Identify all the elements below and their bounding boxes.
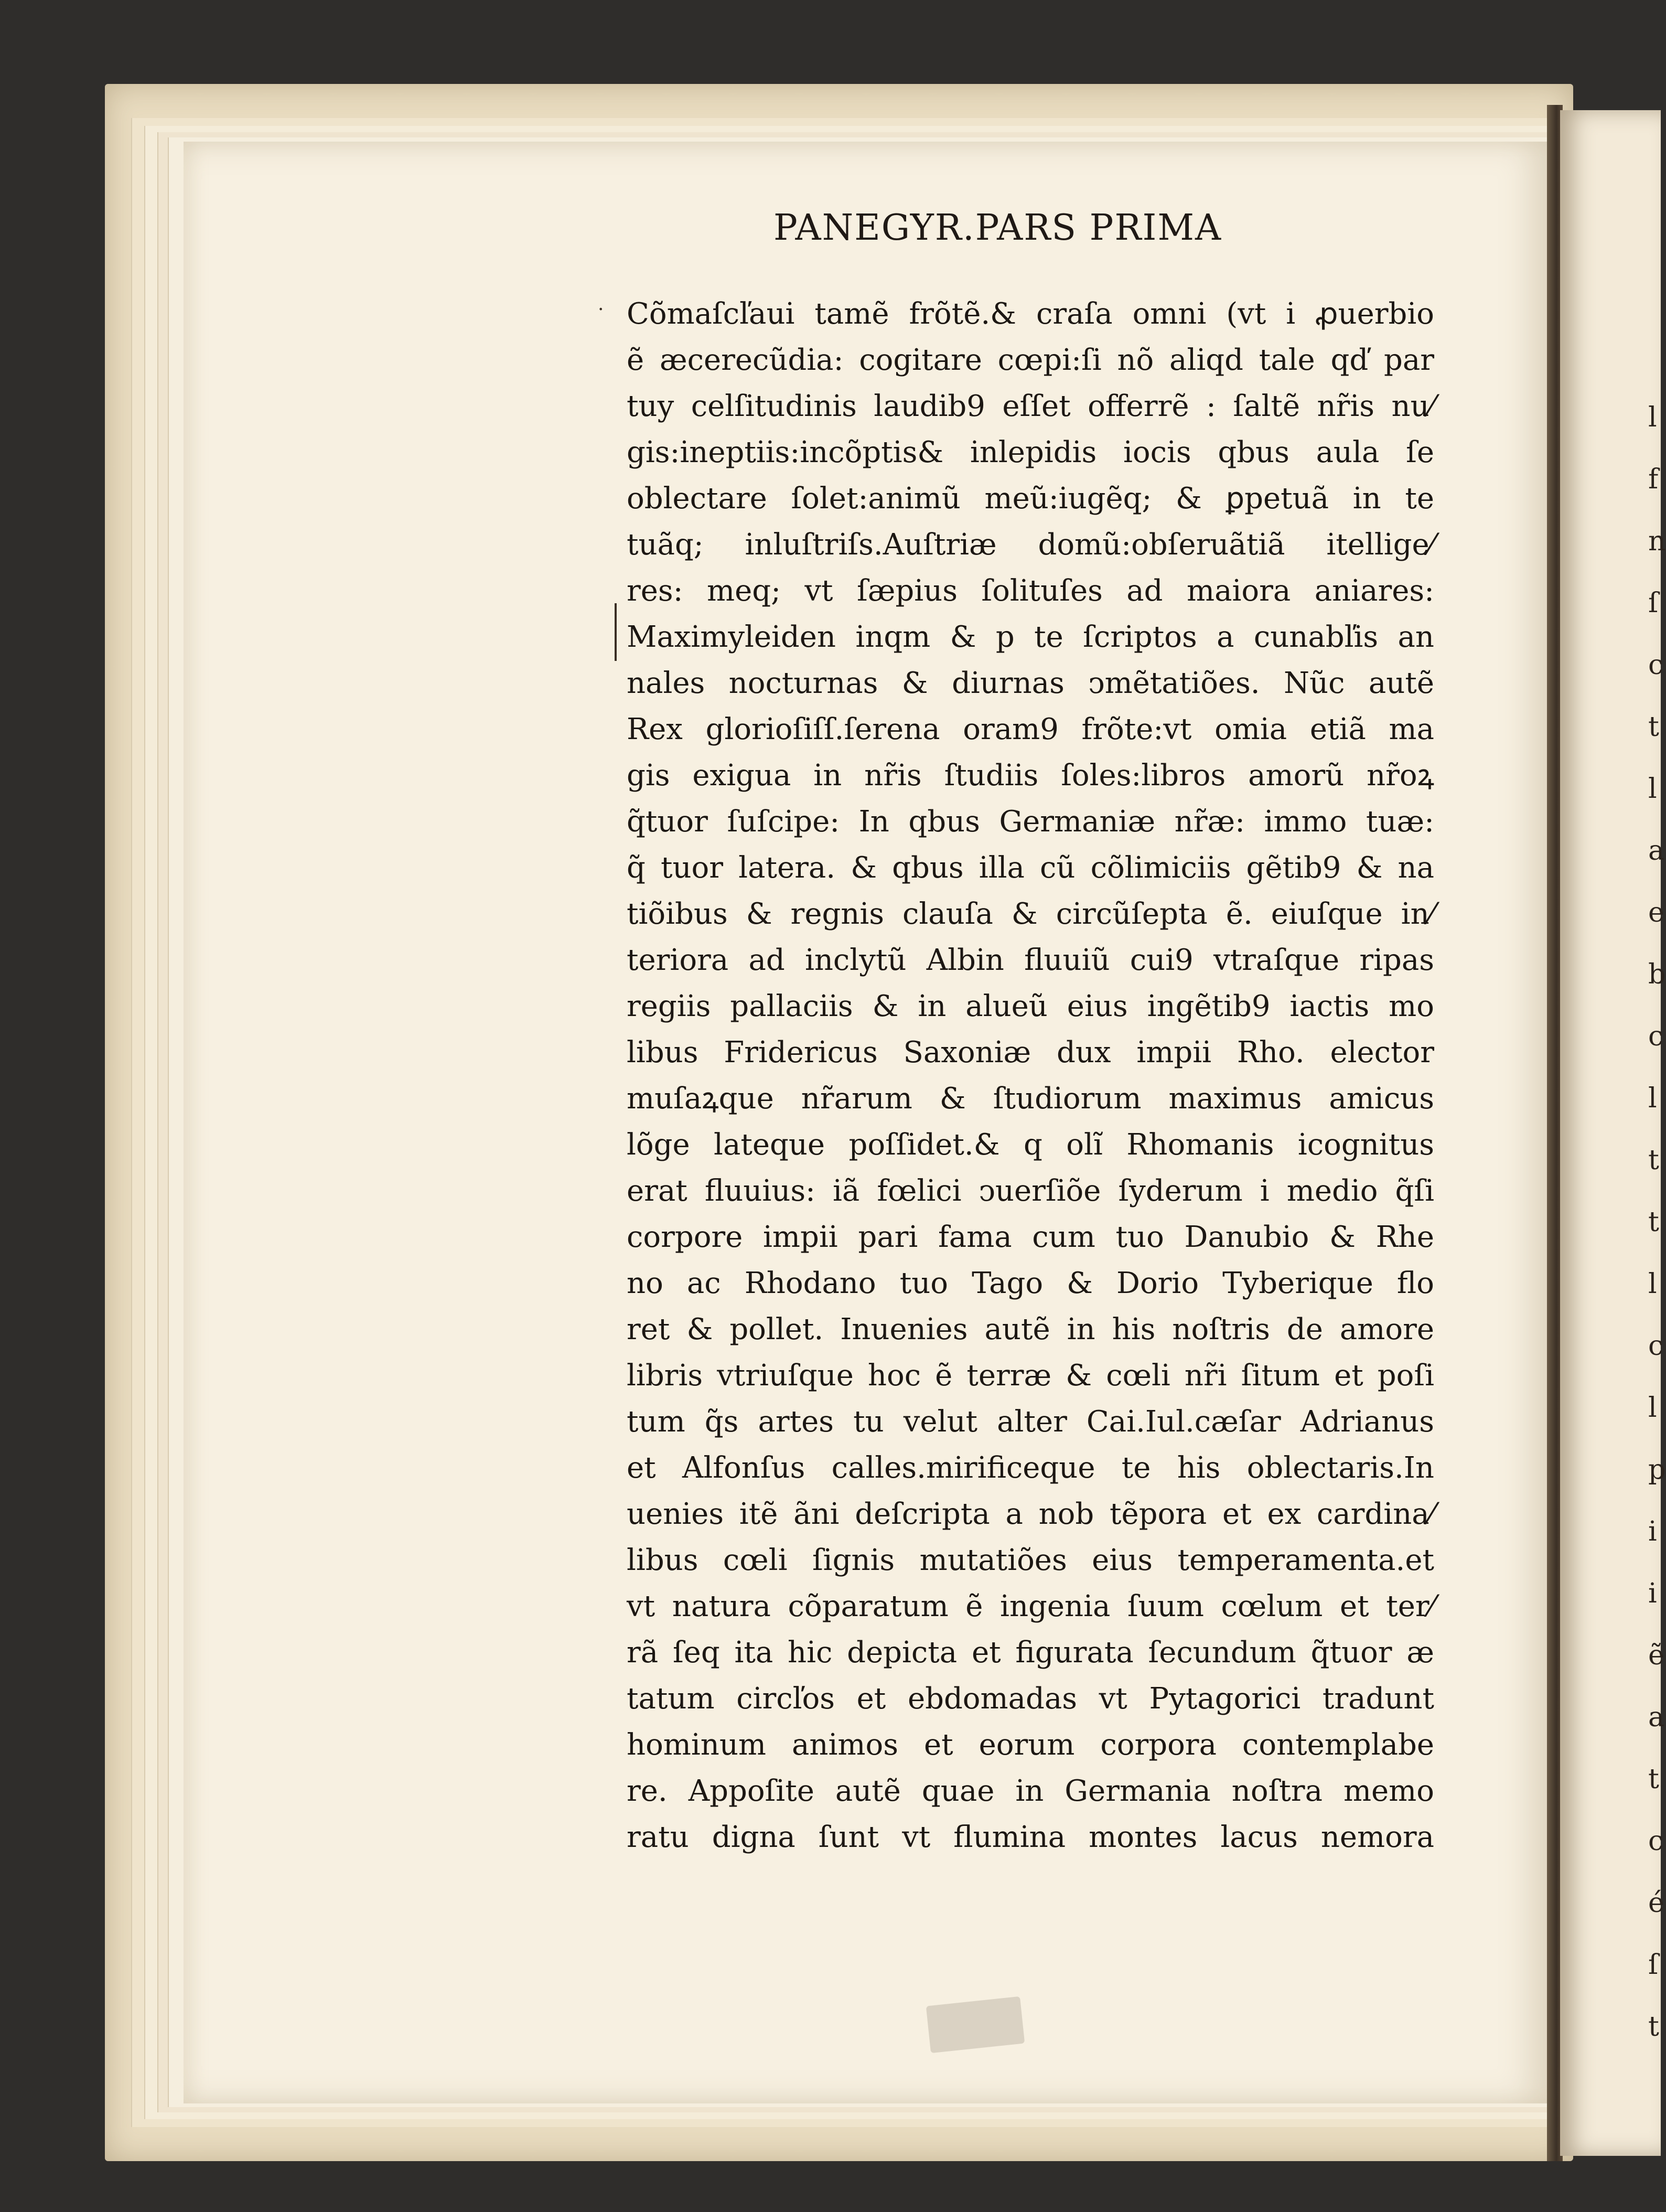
text-line: re. Appoſite autẽ quae in Germania noſtra memo <box>627 1774 1434 1808</box>
ink-mark: · <box>598 299 604 320</box>
facing-fragment: l <box>1648 773 1657 805</box>
facing-fragment: n <box>1648 526 1666 557</box>
text-line: libris vtriuſque hoc ẽ terræ & cœli nr̃i ſitum et poſi <box>627 1359 1434 1393</box>
facing-fragment: l <box>1648 1268 1657 1300</box>
paper-stain <box>926 1996 1025 2053</box>
facing-fragment: t <box>1648 1764 1659 1795</box>
text-line: q̃ tuor latera. & qbus illa cũ cõlimiciis gẽtib9 & na <box>627 851 1434 885</box>
facing-fragment: c <box>1648 1825 1664 1857</box>
facing-fragment: i <box>1648 1578 1657 1609</box>
facing-fragment: t <box>1648 2011 1659 2043</box>
text-line: corpore impii pari fama cum tuo Danubio & Rhe <box>627 1220 1434 1254</box>
text-line: erat fluuius: iã fœlici ↄuerſiõe ſyderum i medio q̃ſi <box>627 1174 1434 1208</box>
text-line: tiõibus & regnis clauſa & circũſepta ẽ. eiuſque in⁄ <box>627 897 1434 931</box>
facing-fragment: c <box>1648 1330 1664 1362</box>
facing-fragment: f <box>1648 464 1659 495</box>
text-line: hominum animos et eorum corpora contemplabe <box>627 1728 1434 1762</box>
text-line: gis exigua in nr̃is ſtudiis ſoles:libros amorũ nr̃oꝝ <box>627 758 1434 793</box>
text-line: ret & pollet. Inuenies autẽ in his noſtris de amore <box>627 1312 1434 1347</box>
facing-fragment: a <box>1648 1702 1665 1733</box>
facing-fragment: i <box>1648 1516 1657 1547</box>
facing-fragment: é <box>1648 1887 1664 1919</box>
text-line: libus Fridericus Saxoniæ dux impii Rho. elector <box>627 1035 1434 1070</box>
page-text <box>627 291 1434 1861</box>
text-line: res: meq; vt ſæpius ſolituſes ad maiora aniares: <box>627 574 1434 608</box>
text-line: Maximyleiden inqm & p te ſcriptos a cunabľis an <box>627 620 1434 654</box>
text-line: Cõmaſcľaui tamẽ frõtẽ.& craſa omni (vt i ꝓuerbio <box>627 297 1434 331</box>
text-line: et Alfonſus calles.mirificeque te his oblectaris.In <box>627 1451 1434 1485</box>
text-line: Rex glorioſiſſ.ſerena oram9 frõte:vt omia etiã ma <box>627 712 1434 746</box>
marginal-mark <box>615 603 617 661</box>
facing-fragment: l <box>1648 402 1657 433</box>
text-line: uenies itẽ ãni deſcripta a nob tẽpora et ex cardina⁄ <box>627 1497 1434 1531</box>
facing-fragment: t <box>1648 1206 1659 1238</box>
facing-page <box>1560 110 1666 2156</box>
facing-fragment: c <box>1648 649 1664 681</box>
text-line: tatum circľos et ebdomadas vt Pytagorici tradunt <box>627 1682 1434 1716</box>
text-line: oblectare ſolet:animũ meũ:iugẽq; & ꝑpetuã in te <box>627 482 1434 516</box>
facing-fragment: ſ <box>1648 1949 1659 1981</box>
text-line: tuãq; inluſtriſs.Auſtriæ domũ:obſeruãtiã itellige⁄ <box>627 528 1434 562</box>
facing-fragment: b <box>1648 959 1666 990</box>
text-line: rã ſeq ita hic depicta et figurata ſecundum q̃tuor æ <box>627 1636 1434 1670</box>
text-line: lõge lateque poſſidet.& q olĩ Rhomanis icognitus <box>627 1128 1434 1162</box>
facing-fragment: e <box>1648 897 1664 928</box>
text-line: tuy celſitudinis laudib9 eſſet offerrẽ : ſaltẽ nr̃is nu⁄ <box>627 389 1434 423</box>
text-line: vt natura cõparatum ẽ ingenia ſuum cœlum et ter⁄ <box>627 1589 1434 1623</box>
text-line: regiis pallaciis & in alueũ eius ingẽtib9 iactis mo <box>627 989 1434 1023</box>
facing-fragment: c <box>1648 1021 1664 1052</box>
facing-fragment: t <box>1648 1145 1659 1176</box>
facing-fragment: ſ <box>1648 587 1659 619</box>
text-line: gis:ineptiis:incõptis& inlepidis iocis qbus aula ſe <box>627 435 1434 469</box>
text-line: libus cœli ſignis mutatiões eius temperamenta.et <box>627 1543 1434 1577</box>
facing-fragment: l <box>1648 1392 1657 1424</box>
text-line: muſaꝝque nr̃arum & ſtudiorum maximus amicus <box>627 1082 1434 1116</box>
text-line: tum q̃s artes tu velut alter Cai.Iul.cæſar Adrianus <box>627 1405 1434 1439</box>
text-line: no ac Rhodano tuo Tago & Dorio Tyberique flo <box>627 1266 1434 1300</box>
facing-fragment: t <box>1648 711 1659 743</box>
text-line: ẽ æcerecũdia: cogitare cœpi:ſi nõ aliqd tale qď par <box>627 343 1434 377</box>
facing-fragment: ẽ <box>1648 1640 1664 1671</box>
text-line: nales nocturnas & diurnas ↄmẽtatiões. Nũc autẽ <box>627 666 1434 700</box>
text-line: ratu digna ſunt vt flumina montes lacus nemora <box>627 1820 1434 1854</box>
running-heading: PANEGYR.PARS PRIMA <box>773 207 1222 249</box>
text-line: teriora ad inclytũ Albin fluuiũ cui9 vtraſque ripas <box>627 943 1434 977</box>
text-line: q̃tuor ſuſcipe: In qbus Germaniæ nr̃æ: immo tuæ: <box>627 805 1434 839</box>
facing-fragment: l <box>1648 1083 1657 1114</box>
facing-fragment: a <box>1648 835 1665 867</box>
facing-fragment: p <box>1648 1454 1666 1486</box>
